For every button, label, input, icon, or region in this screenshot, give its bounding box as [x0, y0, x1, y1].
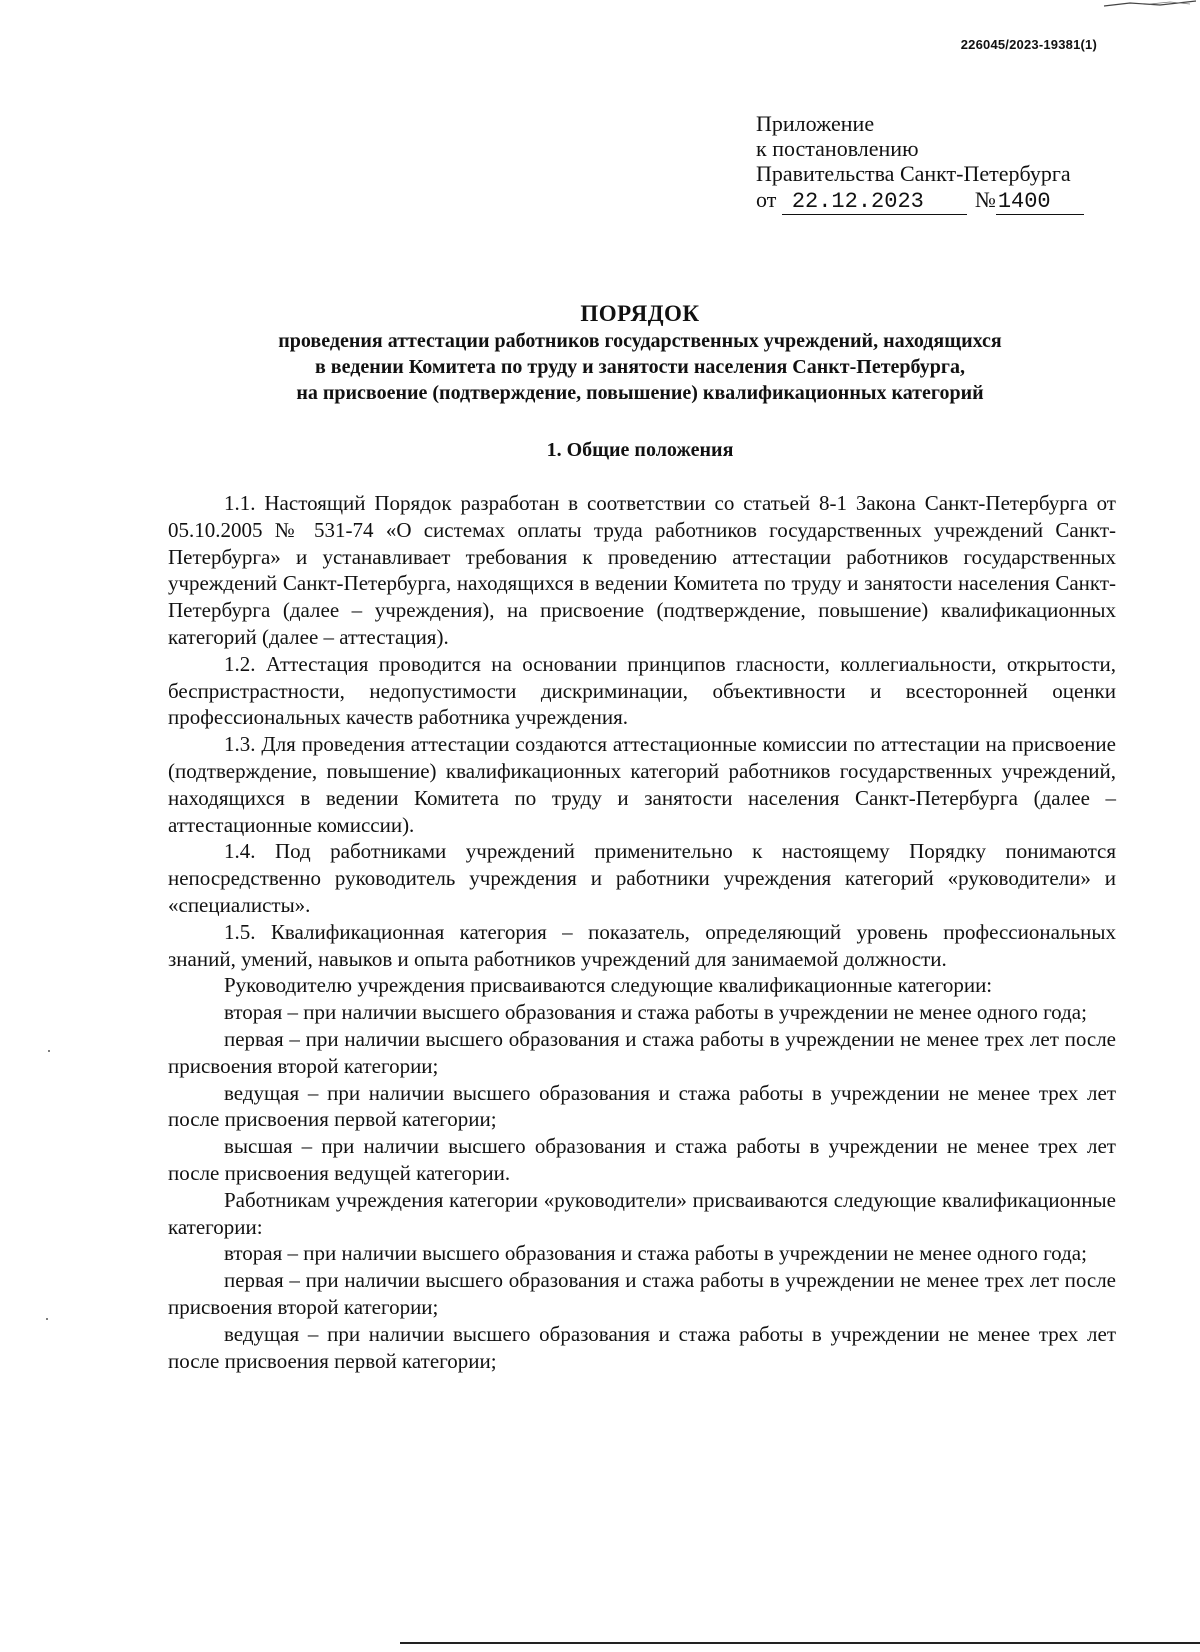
document-subtitle-line-2: в ведении Комитета по труду и занятости населения Санкт-Петербурга,: [315, 356, 965, 378]
paragraph-managers-first: первая – при наличии высшего образования и стажа работы в учреждении не менее трех лет после присвоения второй категории;: [168, 1268, 1116, 1319]
scan-bottom-edge: [400, 1642, 1200, 1644]
appendix-line-1: Приложение: [756, 111, 875, 136]
paragraph-1-1: 1.1. Настоящий Порядок разработан в соответствии со статьей 8-1 Закона Санкт-Петербурга от 05.10.2005 № 531-74 «О системах оплаты труда работников государственных учреждений Санкт-Петербурга» и устанавливает требования к проведению аттестации работников государственных учреждений Санкт-Петербурга, находящихся в ведении Комитета по труду и занятости населения Санкт-Петербурга (далее – учреждения), на присвоение (подтверждение, повышение) квалификационных категорий (далее – аттестация).: [168, 491, 1116, 649]
appendix-line-3: Правительства Санкт-Петербурга: [756, 161, 1071, 186]
number-sign: №: [974, 187, 996, 212]
scan-artifact-mark: [1100, 0, 1200, 8]
paragraph-managers-leading: ведущая – при наличии высшего образования и стажа работы в учреждении не менее трех лет после присвоения первой категории;: [168, 1321, 1116, 1373]
resolution-date: 22.12.2023: [782, 191, 967, 215]
registration-number: 226045/2023-19381(1): [960, 37, 1097, 52]
paragraph-1-4: 1.4. Под работниками учреждений применительно к настоящему Порядку понимаются непосредственно руководитель учреждения и работники учреждения категорий «руководители» и «специалисты».: [168, 839, 1116, 917]
resolution-number: 1400: [996, 191, 1084, 215]
paragraph-managers-categories-intro: Работникам учреждения категории «руководители» присваиваются следующие квалификационные категории:: [168, 1187, 1116, 1239]
paragraph-director-highest: высшая – при наличии высшего образования и стажа работы в учреждении не менее трех лет после присвоения ведущей категории.: [168, 1134, 1116, 1185]
scan-speck: [46, 1318, 48, 1320]
document-body: [168, 490, 1116, 1374]
paragraph-director-first: первая – при наличии высшего образования и стажа работы в учреждении не менее трех лет после присвоения второй категории;: [168, 1026, 1116, 1078]
document-subtitle-line-3: на присвоение (подтверждение, повышение) квалификационных категорий: [296, 382, 984, 404]
document-subtitle-line-1: проведения аттестации работников государственных учреждений, находящихся: [278, 330, 1002, 352]
appendix-line-2: к постановлению: [756, 136, 919, 161]
paragraph-1-3: 1.3. Для проведения аттестации создаются аттестационные комиссии по аттестации на присвоение (подтверждение, повышение) квалификационных категорий работников государственных учреждений, находящихся в ведении Комитета по труду и занятости населения Санкт-Петербурга (далее – аттестационные комиссии).: [168, 732, 1116, 837]
paragraph-managers-second: вторая – при наличии высшего образования и стажа работы в учреждении не менее одного года;: [224, 1241, 1087, 1266]
appendix-date-line: [756, 187, 1084, 215]
paragraph-director-second: вторая – при наличии высшего образования и стажа работы в учреждении не менее одного года;: [224, 1000, 1087, 1025]
appendix-header: [756, 111, 1084, 215]
paragraph-1-2: 1.2. Аттестация проводится на основании принципов гласности, коллегиальности, открытости, беспристрастности, недопустимости дискриминации, объективности и всесторонней оценки профессиональных качеств работника учреждения.: [168, 651, 1116, 730]
date-prefix: от: [756, 187, 777, 212]
paragraph-1-5: 1.5. Квалификационная категория – показатель, определяющий уровень профессиональных знаний, умений, навыков и опыта работников учреждений для занимаемой должности.: [168, 919, 1116, 971]
paragraph-director-leading: ведущая – при наличии высшего образования и стажа работы в учреждении не менее трех лет после присвоения первой категории;: [168, 1080, 1116, 1132]
section-heading: 1. Общие положения: [546, 439, 734, 461]
document-title-block: [140, 300, 1140, 406]
paragraph-director-categories-intro: Руководителю учреждения присваиваются следующие квалификационные категории:: [224, 973, 993, 998]
scan-speck: [48, 1050, 50, 1052]
document-title: ПОРЯДОК: [580, 301, 700, 326]
